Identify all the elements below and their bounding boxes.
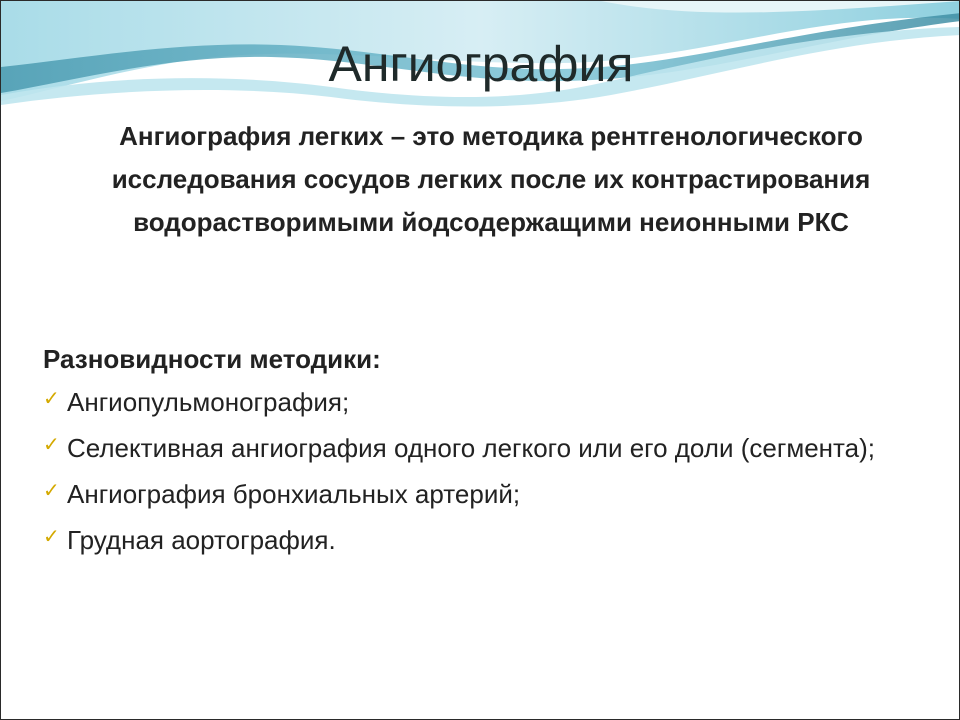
check-icon: ✓ xyxy=(43,386,60,410)
content-section xyxy=(43,339,943,565)
list-item xyxy=(43,381,943,423)
list-item-text: Ангиопульмонография; xyxy=(67,387,350,417)
list-item-text: Грудная аортография. xyxy=(67,525,336,555)
list-item-text: Ангиография бронхиальных артерий; xyxy=(67,479,521,509)
check-icon: ✓ xyxy=(43,478,60,502)
check-icon: ✓ xyxy=(43,432,60,456)
varieties-list xyxy=(43,381,943,561)
list-item-text: Селективная ангиография одного легкого или его доли (сегмента); xyxy=(67,433,875,463)
definition-paragraph: Ангиография легких – это методика рентгенологического исследования сосудов легких после их контрастирования водорастворимыми йодсодержащими неионными РКС xyxy=(111,121,871,237)
list-item xyxy=(43,427,943,469)
check-icon: ✓ xyxy=(43,524,60,548)
list-item xyxy=(43,473,943,515)
varieties-heading: Разновидности методики: xyxy=(43,344,381,374)
slide-title: Ангиография xyxy=(328,36,634,92)
list-item xyxy=(43,519,943,561)
